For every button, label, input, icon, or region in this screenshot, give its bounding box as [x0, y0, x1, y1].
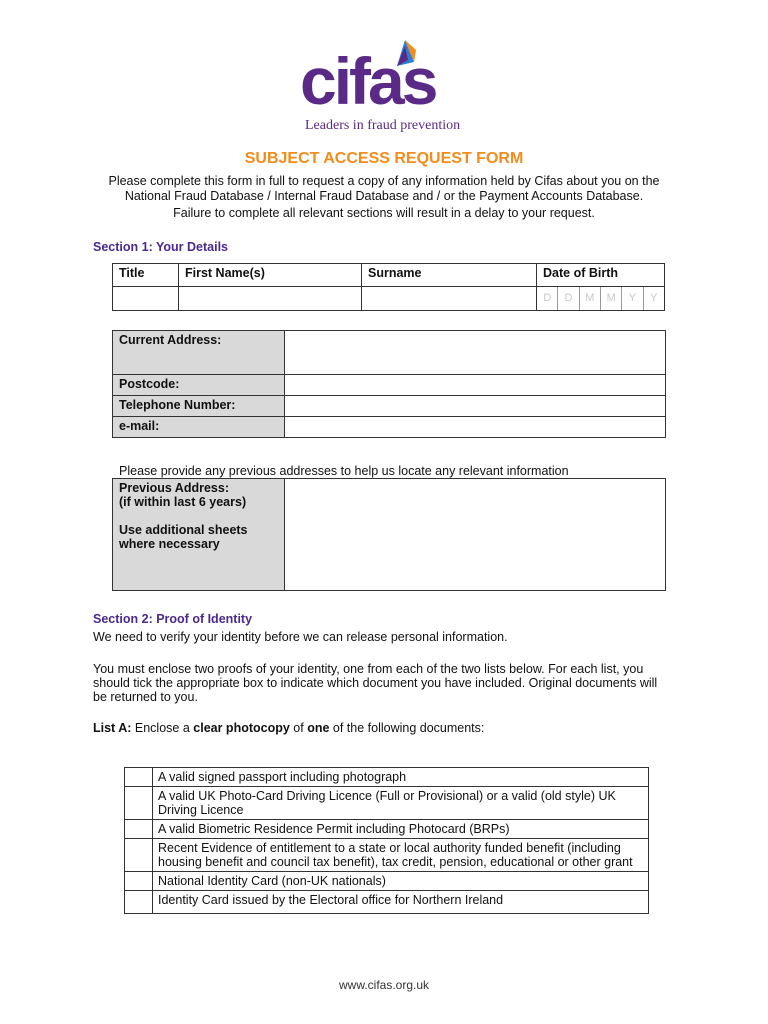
section-2-heading: Section 2: Proof of Identity: [93, 612, 253, 626]
telephone-label: Telephone Number:: [113, 396, 285, 417]
list-a-table: [124, 767, 649, 914]
list-a-row: [125, 820, 649, 839]
list-a-instruction: [93, 721, 484, 735]
list-a-item-2: A valid UK Photo-Card Driving Licence (Full or Provisional) or a valid (old style) UK Driving Licence: [153, 787, 649, 820]
list-a-checkbox-3[interactable]: [125, 820, 153, 839]
list-a-label: List A:: [93, 721, 132, 735]
email-field[interactable]: [285, 417, 666, 438]
list-a-row: [125, 839, 649, 872]
dob-day-2[interactable]: D: [557, 287, 578, 310]
previous-address-label-line-3: Use additional sheets: [119, 523, 248, 537]
list-a-text-1: Enclose a: [131, 721, 194, 735]
postcode-label: Postcode:: [113, 375, 285, 396]
dob-year-2[interactable]: Y: [643, 287, 664, 310]
current-address-field[interactable]: [285, 331, 666, 375]
previous-address-label-line-4: where necessary: [119, 537, 220, 551]
dob-field[interactable]: [537, 287, 665, 311]
list-a-row: [125, 891, 649, 914]
title-field[interactable]: [113, 287, 179, 311]
list-a-row: [125, 872, 649, 891]
logo-tagline: Leaders in fraud prevention: [305, 118, 461, 133]
list-a-checkbox-4[interactable]: [125, 839, 153, 872]
address-table: [112, 330, 666, 438]
list-a-item-5: National Identity Card (non-UK nationals): [153, 872, 649, 891]
email-label: e-mail:: [113, 417, 285, 438]
column-first-names: First Name(s): [179, 264, 362, 287]
list-a-text-2: of: [289, 721, 308, 735]
footer-url[interactable]: www.cifas.org.uk: [338, 978, 430, 992]
previous-address-field[interactable]: [285, 479, 666, 591]
list-a-checkbox-1[interactable]: [125, 768, 153, 787]
dob-year-1[interactable]: Y: [621, 287, 642, 310]
intro-text: [60, 174, 708, 221]
previous-address-table: [112, 478, 666, 591]
previous-address-label: [113, 479, 285, 591]
form-title: SUBJECT ACCESS REQUEST FORM: [244, 150, 524, 167]
column-date-of-birth: Date of Birth: [537, 264, 665, 287]
logo-wordmark: cifas: [300, 44, 436, 118]
section-1-heading: Section 1: Your Details: [93, 240, 228, 254]
list-a-checkbox-2[interactable]: [125, 787, 153, 820]
current-address-label: Current Address:: [113, 331, 285, 375]
dob-day-1[interactable]: D: [543, 292, 552, 304]
list-a-row: [125, 787, 649, 820]
list-a-item-3: A valid Biometric Residence Permit including Photocard (BRPs): [153, 820, 649, 839]
list-a-bold-2: one: [307, 721, 330, 735]
cifas-logo: [300, 40, 470, 140]
list-a-checkbox-5[interactable]: [125, 872, 153, 891]
list-a-text-3: of the following documents:: [329, 721, 485, 735]
list-a-bold-1: clear photocopy: [193, 721, 290, 735]
first-names-field[interactable]: [179, 287, 362, 311]
postcode-field[interactable]: [285, 375, 666, 396]
intro-line-2: National Fraud Database / Internal Fraud Database and / or the Payment Accounts Database.: [124, 189, 644, 203]
previous-address-label-line-2: (if within last 6 years): [119, 495, 247, 509]
list-a-item-6: Identity Card issued by the Electoral office for Northern Ireland: [153, 891, 649, 914]
telephone-field[interactable]: [285, 396, 666, 417]
proofs-instructions-text: You must enclose two proofs of your identity, one from each of the two lists below. For each list, you should tick the appropriate box to indicate which document you have included. Original documents will be returned to you.: [93, 662, 658, 704]
previous-address-note: Please provide any previous addresses to help us locate any relevant information: [119, 464, 569, 478]
dob-month-2[interactable]: M: [600, 287, 621, 310]
intro-line-3: Failure to complete all relevant sections will result in a delay to your request.: [173, 206, 595, 220]
previous-address-label-line-1: Previous Address:: [119, 481, 229, 495]
column-surname: Surname: [362, 264, 537, 287]
list-a-item-1: A valid signed passport including photograph: [153, 768, 649, 787]
list-a-checkbox-6[interactable]: [125, 891, 153, 914]
column-title: Title: [113, 264, 179, 287]
verify-identity-text: We need to verify your identity before we can release personal information.: [93, 630, 508, 644]
surname-field[interactable]: [362, 287, 537, 311]
intro-line-1: Please complete this form in full to request a copy of any information held by Cifas about you on the: [108, 174, 660, 188]
list-a-item-4: Recent Evidence of entitlement to a state or local authority funded benefit (including housing benefit and council tax benefit), tax credit, pension, educational or other grant: [153, 839, 649, 872]
personal-details-table: [112, 263, 665, 311]
list-a-row: [125, 768, 649, 787]
dob-month-1[interactable]: M: [579, 287, 600, 310]
